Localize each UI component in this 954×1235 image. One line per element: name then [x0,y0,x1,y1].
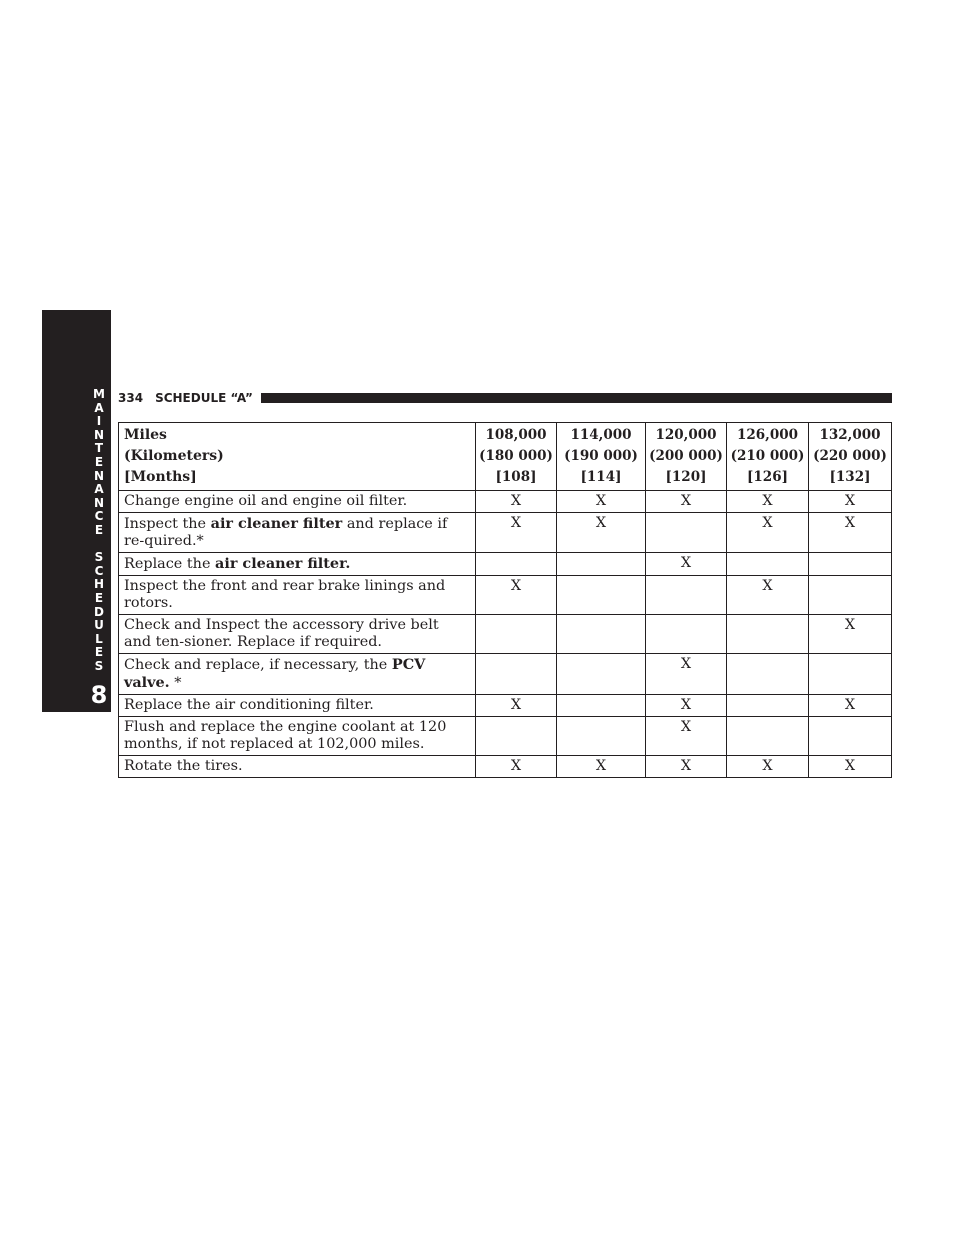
task-description [119,756,476,778]
column-months: [132] [829,469,871,485]
header-column-1 [476,423,557,491]
tab-letter: M [93,387,105,401]
task-description [119,654,476,695]
maintenance-schedule-table [118,422,892,778]
service-mark: X [809,513,892,553]
page-title: SCHEDULE “A” [155,391,253,405]
service-mark [727,695,809,717]
column-km: (220 000) [813,448,887,464]
service-mark [809,553,892,576]
service-mark [557,695,646,717]
task-text: and replace if re-quired.* [124,516,448,549]
header-column-4 [727,423,809,491]
tab-letter: N [93,427,105,442]
service-mark: X [727,513,809,553]
header-label-cell [119,423,476,491]
service-mark [476,717,557,756]
service-mark: X [646,654,727,695]
service-mark [809,576,892,615]
page-number: 334 [118,391,144,405]
task-text: Check and Inspect the accessory drive belt and ten-sioner. Replace if required. [124,617,439,650]
service-mark [557,576,646,615]
tab-letter: U [94,618,104,633]
service-mark [557,553,646,576]
service-mark [809,654,892,695]
table-row [119,654,892,695]
service-mark: X [809,491,892,513]
column-miles: 108,000 [485,427,547,443]
service-mark: X [646,491,727,513]
service-mark: X [646,717,727,756]
service-mark [476,553,557,576]
section-tab-label [88,388,110,673]
tab-letter: N [93,495,105,510]
task-description [119,491,476,513]
service-mark: X [476,491,557,513]
tab-letter: E [94,645,104,660]
tab-letter: S [94,550,104,565]
table-row [119,576,892,615]
service-mark: X [476,756,557,778]
task-description [119,717,476,756]
column-miles: 126,000 [736,427,799,443]
service-mark: X [727,756,809,778]
table-row [119,513,892,553]
task-description [119,695,476,717]
header-column-5 [809,423,892,491]
service-mark: X [809,615,892,654]
tab-letter: A [94,400,104,415]
service-mark: X [557,756,646,778]
table-row [119,717,892,756]
table-header-row [119,423,892,491]
service-mark: X [646,756,727,778]
service-mark: X [646,695,727,717]
service-mark: X [476,576,557,615]
service-mark: X [646,553,727,576]
service-mark [646,576,727,615]
section-number: 8 [90,681,108,709]
column-miles: 120,000 [655,427,717,443]
task-text: Replace the [124,556,216,572]
task-keyword: air cleaner filter [210,515,343,532]
service-mark [557,615,646,654]
tab-letter: C [94,563,104,578]
task-text: Inspect the [124,516,211,532]
task-keyword: air cleaner filter. [215,555,351,572]
column-months: [120] [665,469,707,485]
column-months: [108] [495,469,537,485]
column-months: [114] [580,469,622,485]
header-kilometers-label: (Kilometers) [124,448,224,464]
header-months-label: [Months] [124,469,197,485]
service-mark: X [476,513,557,553]
tab-letter: C [94,509,104,524]
tab-letter: E [94,522,104,537]
column-miles: 132,000 [819,427,881,443]
service-mark [727,654,809,695]
task-text: Rotate the tires. [124,758,243,774]
task-keyword: PCV valve. [124,656,426,691]
service-mark: X [557,513,646,553]
service-mark [557,654,646,695]
task-description [119,615,476,654]
page-header [118,389,892,407]
task-description [119,553,476,576]
header-column-2 [557,423,646,491]
tab-letter-gap [88,538,110,552]
header-rule [261,393,892,403]
service-mark: X [557,491,646,513]
task-text: Flush and replace the engine coolant at 120 months, if not replaced at 102,000 miles. [124,719,447,752]
tab-letter: E [94,590,104,605]
tab-letter: D [94,604,104,619]
task-text: Inspect the front and rear brake linings and rotors. [124,578,446,611]
tab-letter: H [93,577,105,592]
tab-letter: E [94,454,104,469]
service-mark [809,717,892,756]
service-mark [646,615,727,654]
table-row [119,695,892,717]
service-mark [727,717,809,756]
tab-letter: L [95,631,103,646]
service-mark: X [476,695,557,717]
task-text: Check and replace, if necessary, the [124,657,392,673]
task-text: * [169,675,182,691]
table-row [119,615,892,654]
task-description [119,513,476,553]
tab-letter: I [96,414,102,429]
tab-letter: S [94,658,104,673]
service-mark [727,615,809,654]
column-km: (200 000) [649,448,723,464]
tab-letter: T [94,441,104,456]
service-mark [727,553,809,576]
table-row [119,756,892,778]
column-miles: 114,000 [570,427,632,443]
service-mark: X [727,576,809,615]
tab-letter: N [93,468,105,483]
service-mark: X [809,695,892,717]
column-km: (190 000) [564,448,638,464]
task-text: Replace the air conditioning filter. [124,697,374,713]
service-mark [557,717,646,756]
service-mark: X [809,756,892,778]
column-months: [126] [747,469,788,485]
tab-letter: A [94,482,104,497]
service-mark: X [727,491,809,513]
column-km: (210 000) [730,448,805,464]
header-miles-label: Miles [124,427,167,443]
service-mark [476,615,557,654]
task-description [119,576,476,615]
task-text: Change engine oil and engine oil filter. [124,493,408,509]
service-mark [476,654,557,695]
service-mark [646,513,727,553]
table-row [119,491,892,513]
header-column-3 [646,423,727,491]
table-row [119,553,892,576]
column-km: (180 000) [479,448,553,464]
